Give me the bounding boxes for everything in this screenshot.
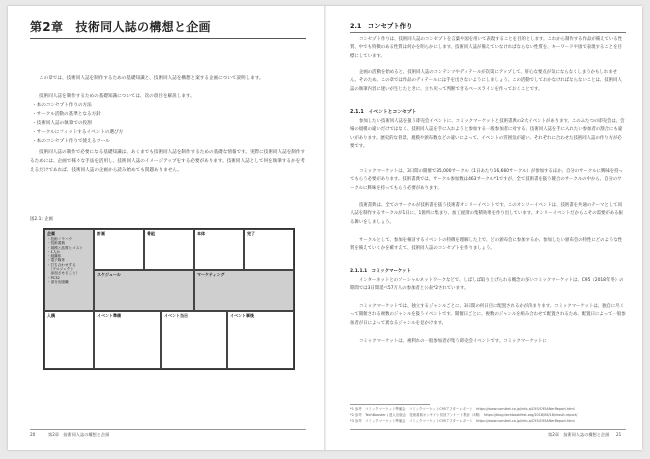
canvas-cell-plan (94, 229, 144, 270)
list-item: ・PC32 (47, 275, 60, 280)
cell-label: イベント当日 (164, 313, 188, 318)
cell-label: マーケティング (197, 272, 225, 277)
paragraph: インターネットとのソーシャルネットワークなどで、しばしば取り上げられる概念の多いコミックマーケットは、C95（2018年冬）の期間では3日間延べ57万人の参加者と公表*2されています。 (350, 278, 624, 292)
cell-label: 計画 (97, 231, 105, 236)
footnote: *2 参考 TechBooster / 達人出版会 技術書典オンサイト初回アンケート集計（5期） https://blog.techbookfest.org/2018/06/18/result-report/ (350, 413, 578, 417)
list-item: ・本のコンセプト作りで使えるツール (32, 139, 110, 144)
canvas-cell-event-day (161, 311, 227, 369)
list-item: ・1人か (47, 249, 61, 254)
cell-label: 企画 (47, 231, 55, 236)
book-spread (8, 6, 642, 450)
canvas-cell-planning (44, 229, 94, 311)
list-item: ・サークル活動の基準となる方針 (32, 112, 101, 117)
paragraph: 技術書典は、全てのサークルが技術書を扱う技術書オンリーイベントです。このオンリーイベントは、技術書を共通のテーマとして同人誌を制作するサークルが1日に、1箇所に集まり、加工経済の集積効果を作り出しています。オンリーイベントだからこその需要がある振る舞いをしましょう。 (350, 203, 623, 225)
right-page (326, 6, 642, 450)
canvas-cell-entry (44, 311, 94, 369)
cell-label: イベント準備 (97, 313, 121, 318)
cell-label: 完了 (247, 231, 255, 236)
paragraph: コミックマーケットは、複利れの一般参加者が集う即売会イベントです。コミックマーケットに (359, 339, 547, 344)
running-footer-left: 第2章 技術同人誌の構想と企画 (48, 432, 110, 437)
canvas-cell-structure (144, 229, 194, 270)
canvas-cell-marketing (194, 270, 294, 311)
section-rule (350, 32, 626, 33)
canvas-cell-event-after (227, 311, 294, 369)
cell-label: 骨組 (147, 231, 155, 236)
list-item: ・電子媒体 (47, 258, 65, 263)
list-item: ・技術同人誌の執筆での役割 (32, 121, 92, 126)
cell-label: 本体 (197, 231, 205, 236)
list-item: 参加させること） (47, 271, 80, 276)
list-item: ・打ち合わせする (47, 262, 76, 267)
footnote: *1 参考 コミックマーケット準備会 コミックマーケットC95アフターレポート https://www.comiket.co.jp/info-a/C95/C95AfterReport.html (350, 407, 575, 411)
paragraph: コミックマーケットは、3日間の開催で35,000サークル（1日あたり16,660サークル）が参加するほか、自分のサークルに興味を持ってもらう必要があります。技術書典では、サークル参加数は463サークル*1ですが、全て技術書を扱う競合のサークルの中から、自分のサークルに興味を持ってもらう必要があります。 (350, 169, 623, 191)
page-number-right: 21 (616, 432, 622, 437)
planning-items (47, 237, 83, 284)
cell-label: スケジュール (97, 272, 121, 277)
list-item: （プロジェクト (47, 267, 74, 272)
paragraph: コミックマーケットでは、独立するジャンルごとに、3日間の何日目に配置されるかが決まります。コミックマーケットは、独自に尽くって開催される複数のジャンルを扱うイベントです。開催日ごとに、複数のジャンルを組み合わせて配置されるため、配置日によって一般参加者が日によって異なるジャンルを見かけます。 (350, 304, 626, 326)
paragraph: コンセプト作りは、技術同人誌のコンセプトを言葉や図を用いて表現することを目的とします。これから制作する作品が備えている性質、中でも特徴のある性質は何かを明らかにします。技術同人誌が備えていなければならない性質を、キーワードや図で表現することを目標にしています。 (350, 37, 623, 59)
footer-rule (30, 429, 306, 430)
running-footer-right: 第2章 技術同人誌の構想と企画 (548, 432, 610, 437)
list-item: ・規模と品質とコスト (47, 245, 83, 250)
list-item: ・部分出版職 (47, 279, 69, 284)
intro-paragraph-2: 技術同人誌を制作するための基礎知識については、次の項目を解説します。 (39, 94, 195, 99)
cell-label: イベント事後 (230, 313, 254, 318)
paragraph: 参加したい技術同人誌を扱う即売会イベントに、コミックマーケットと技術書典の2大イベントがあります。このふたつの即売会は、会場の規模の違いだけではなく、技術同人誌を手に入れようと参加する一般参加者に対する、技術同人誌を手に入れたい参加者の割合にも違いがあります。歴史的な背景、規模や頒布数などの違いによって、イベントの雰囲気が違い、それぞれに合わせた技術同人誌の作り方が必要です。 (350, 119, 625, 150)
list-item: ・本のコンセプト作りの方法 (32, 103, 92, 108)
subsubsection-title: 2.1.1.1 コミックマーケット (350, 269, 411, 274)
chapter-title-rule (30, 38, 306, 39)
figure-caption: 図2.1: 企画 (30, 217, 54, 222)
list-item: ・サークルにフィットするイベントの選び方 (32, 130, 124, 135)
list-item: ・技術ノウハウ (47, 237, 73, 241)
left-page (8, 6, 324, 450)
body-paragraph-3: 技術同人誌の制作で必要になる基礎知識は、あくまでも技術同人誌を制作するための基礎な情報です。実際に技術同人誌を制作するためには、企画で様々な手法を活用し、技術同人誌のイメージアップをする必要があります。技術同人誌として何を執筆するかを考えるだけであれば、技術同人誌の企画から読み始めても問題ありません。 (30, 150, 306, 173)
canvas-cell-done (244, 229, 294, 270)
footnote: *3 参考 コミックマーケット準備会 コミックマーケットC95アフターレポート https://www.comiket.co.jp/info-a/C95/C95AfterReport.html (350, 419, 575, 423)
footnote-rule (350, 404, 430, 405)
section-title: 2.1 コンセプト作り (350, 22, 413, 30)
paragraph: 企画の活動を始めると、技術同人誌のコンテンツやディテールが次第にアップして、肝心な要点が気にならなくしまうかもしれません。そのため、この章では作品のディテールには手を出さないようにしましょう。この活動でしておかなければならないことは、技術同人誌の執筆内容に迷いが生じたときに、立ち戻って判断できるベースラインを作っておくことです。 (350, 70, 622, 92)
cell-label: 入稿 (47, 313, 55, 318)
subsection-title: 2.1.1 イベントとコンセプト (350, 110, 417, 115)
list-item: ・組織体 (47, 254, 62, 259)
planning-canvas-figure (43, 228, 295, 370)
footer-rule (350, 429, 626, 430)
canvas-cell-event-prep (94, 311, 161, 369)
intro-paragraph-1: この章では、技術同人誌を制作するための基礎知識と、技術同人誌を構想と案する企画について説明します。 (39, 76, 264, 81)
canvas-cell-schedule (94, 270, 194, 311)
paragraph: サークルとして、参加を検討するイベントの特徴を理解した上で、どの頒布会に参加するか、参加したい頒布会の特性にどのような性質を備えていくかを確すえて、技術同人誌のコンセプトを作りましょう。 (350, 238, 623, 252)
topic-list (32, 101, 123, 146)
canvas-cell-body (194, 229, 244, 270)
page-number-left: 20 (30, 432, 36, 437)
list-item: ・技術書典 (47, 241, 65, 246)
chapter-title: 第2章 技術同人誌の構想と企画 (30, 20, 211, 34)
